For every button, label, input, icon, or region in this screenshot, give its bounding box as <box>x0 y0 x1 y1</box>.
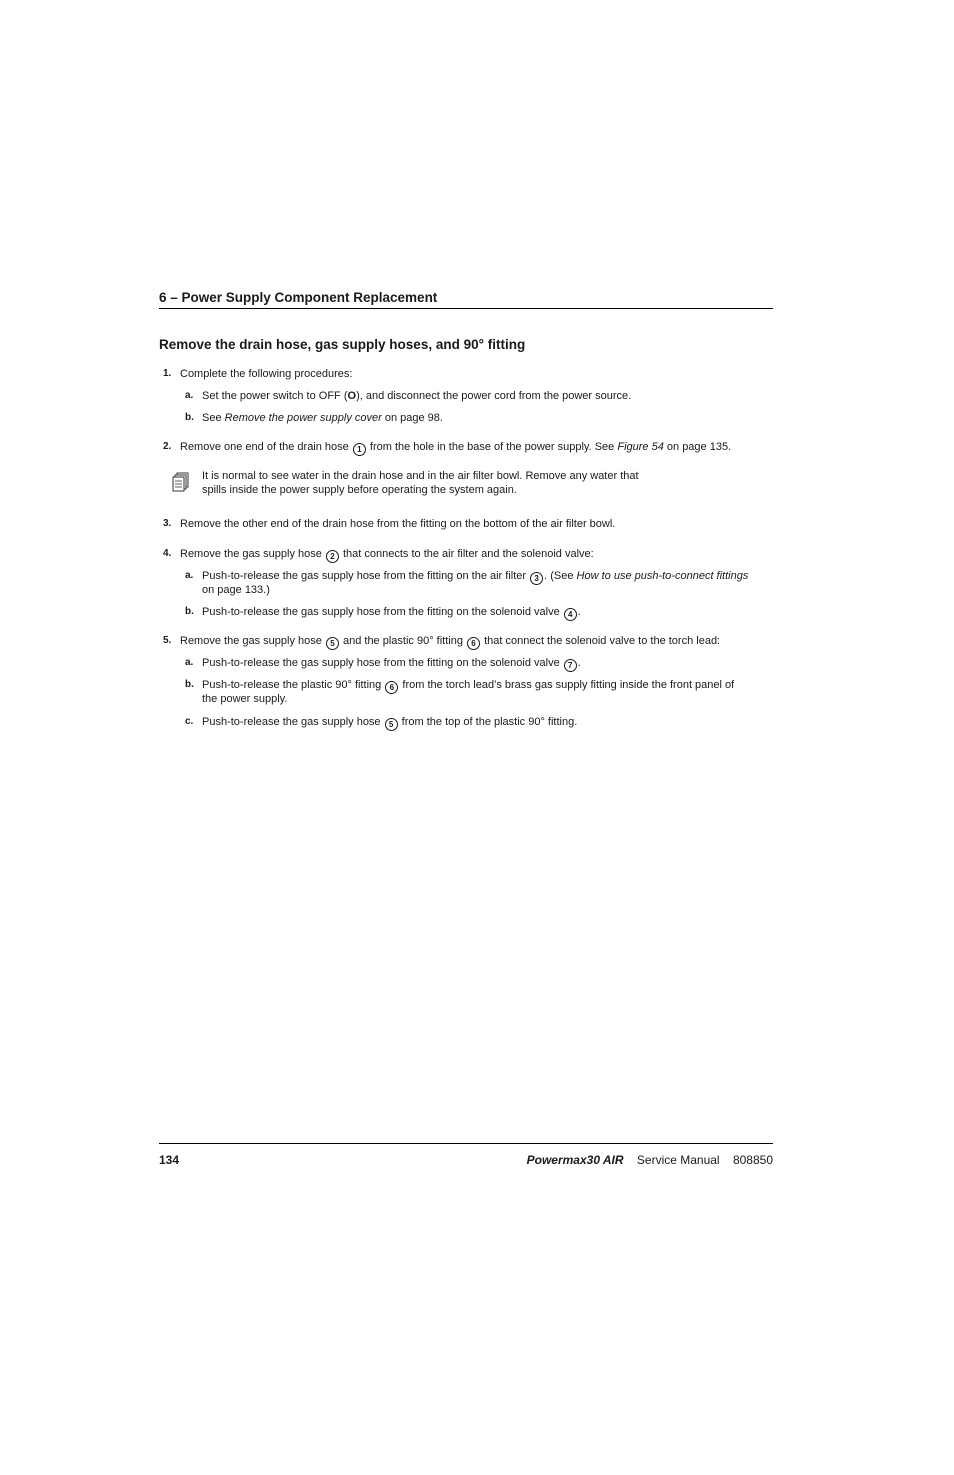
step-5b-label: b. <box>185 679 194 690</box>
step-2-number: 2. <box>163 441 172 452</box>
step-5-text: Remove the gas supply hose 5 and the plastic 90° fitting 6 that connect the solenoid valve to the torch lead: <box>180 635 721 648</box>
step-5b-text: Push-to-release the plastic 90° fitting 6 from the torch lead’s brass gas supply fitting inside the front panel of <box>202 679 735 692</box>
footer-document-info <box>527 1153 773 1168</box>
step-5b-text-line2: the power supply. <box>202 693 288 705</box>
step-4b-text: Push-to-release the gas supply hose from the fitting on the solenoid valve 4 . <box>202 606 581 619</box>
step-1a-text: Set the power switch to OFF (O), and disconnect the power cord from the power source. <box>202 390 632 402</box>
step-1b-label: b. <box>185 412 194 423</box>
step-5c-text: Push-to-release the gas supply hose 5 from the top of the plastic 90° fitting. <box>202 716 578 729</box>
step-4-number: 4. <box>163 548 172 559</box>
figure-reference-link[interactable]: Figure 54 <box>617 441 664 453</box>
chapter-title: 6 – Power Supply Component Replacement <box>159 290 438 305</box>
step-5a-text: Push-to-release the gas supply hose from the fitting on the solenoid valve 7 . <box>202 657 581 670</box>
cross-reference-link[interactable]: Remove the power supply cover <box>224 412 382 424</box>
note-line-2: spills inside the power supply before operating the system again. <box>202 484 517 496</box>
step-4a-label: a. <box>185 570 194 581</box>
step-2-text: Remove one end of the drain hose 1 from the hole in the base of the power supply. See Figure 54 on page 135. <box>180 441 732 454</box>
note-line-1: It is normal to see water in the drain hose and in the air filter bowl. Remove any water that <box>202 470 639 482</box>
section-title: Remove the drain hose, gas supply hoses, and 90° fitting <box>159 337 526 352</box>
cross-reference-link[interactable]: How to use push-to-connect fittings <box>576 570 749 582</box>
note-icon <box>172 472 190 492</box>
callout-6: 6 <box>385 681 398 694</box>
callout-3: 3 <box>530 572 543 585</box>
step-4-text: Remove the gas supply hose 2 that connects to the air filter and the solenoid valve: <box>180 548 594 561</box>
step-1-text: Complete the following procedures: <box>180 368 353 380</box>
callout-2: 2 <box>326 550 339 563</box>
step-4b-label: b. <box>185 606 194 617</box>
callout-5: 5 <box>326 637 339 650</box>
callout-4: 4 <box>564 608 577 621</box>
part-number: 808850 <box>732 1153 773 1167</box>
step-1-number: 1. <box>163 368 172 379</box>
step-5-number: 5. <box>163 635 172 646</box>
page-number: 134 <box>159 1153 180 1167</box>
product-name: Powermax30 AIR <box>526 1153 624 1167</box>
step-5c-label: c. <box>185 716 194 727</box>
step-1a-label: a. <box>185 390 194 401</box>
chapter-header <box>159 289 773 309</box>
callout-5: 5 <box>385 718 398 731</box>
step-3-number: 3. <box>163 518 172 529</box>
callout-7: 7 <box>564 659 577 672</box>
callout-6: 6 <box>467 637 480 650</box>
step-3-text: Remove the other end of the drain hose from the fitting on the bottom of the air filter bowl. <box>180 518 616 530</box>
step-5a-label: a. <box>185 657 194 668</box>
footer-rule <box>159 1143 773 1144</box>
manual-title: Service Manual <box>636 1153 720 1167</box>
step-4a-text-line2: on page 133.) <box>202 584 270 596</box>
step-4a-text: Push-to-release the gas supply hose from the fitting on the air filter 3 . (See How to use push-to-connect fittings <box>202 570 749 583</box>
callout-1: 1 <box>353 443 366 456</box>
step-1b-text: See Remove the power supply cover on page 98. <box>202 412 443 424</box>
